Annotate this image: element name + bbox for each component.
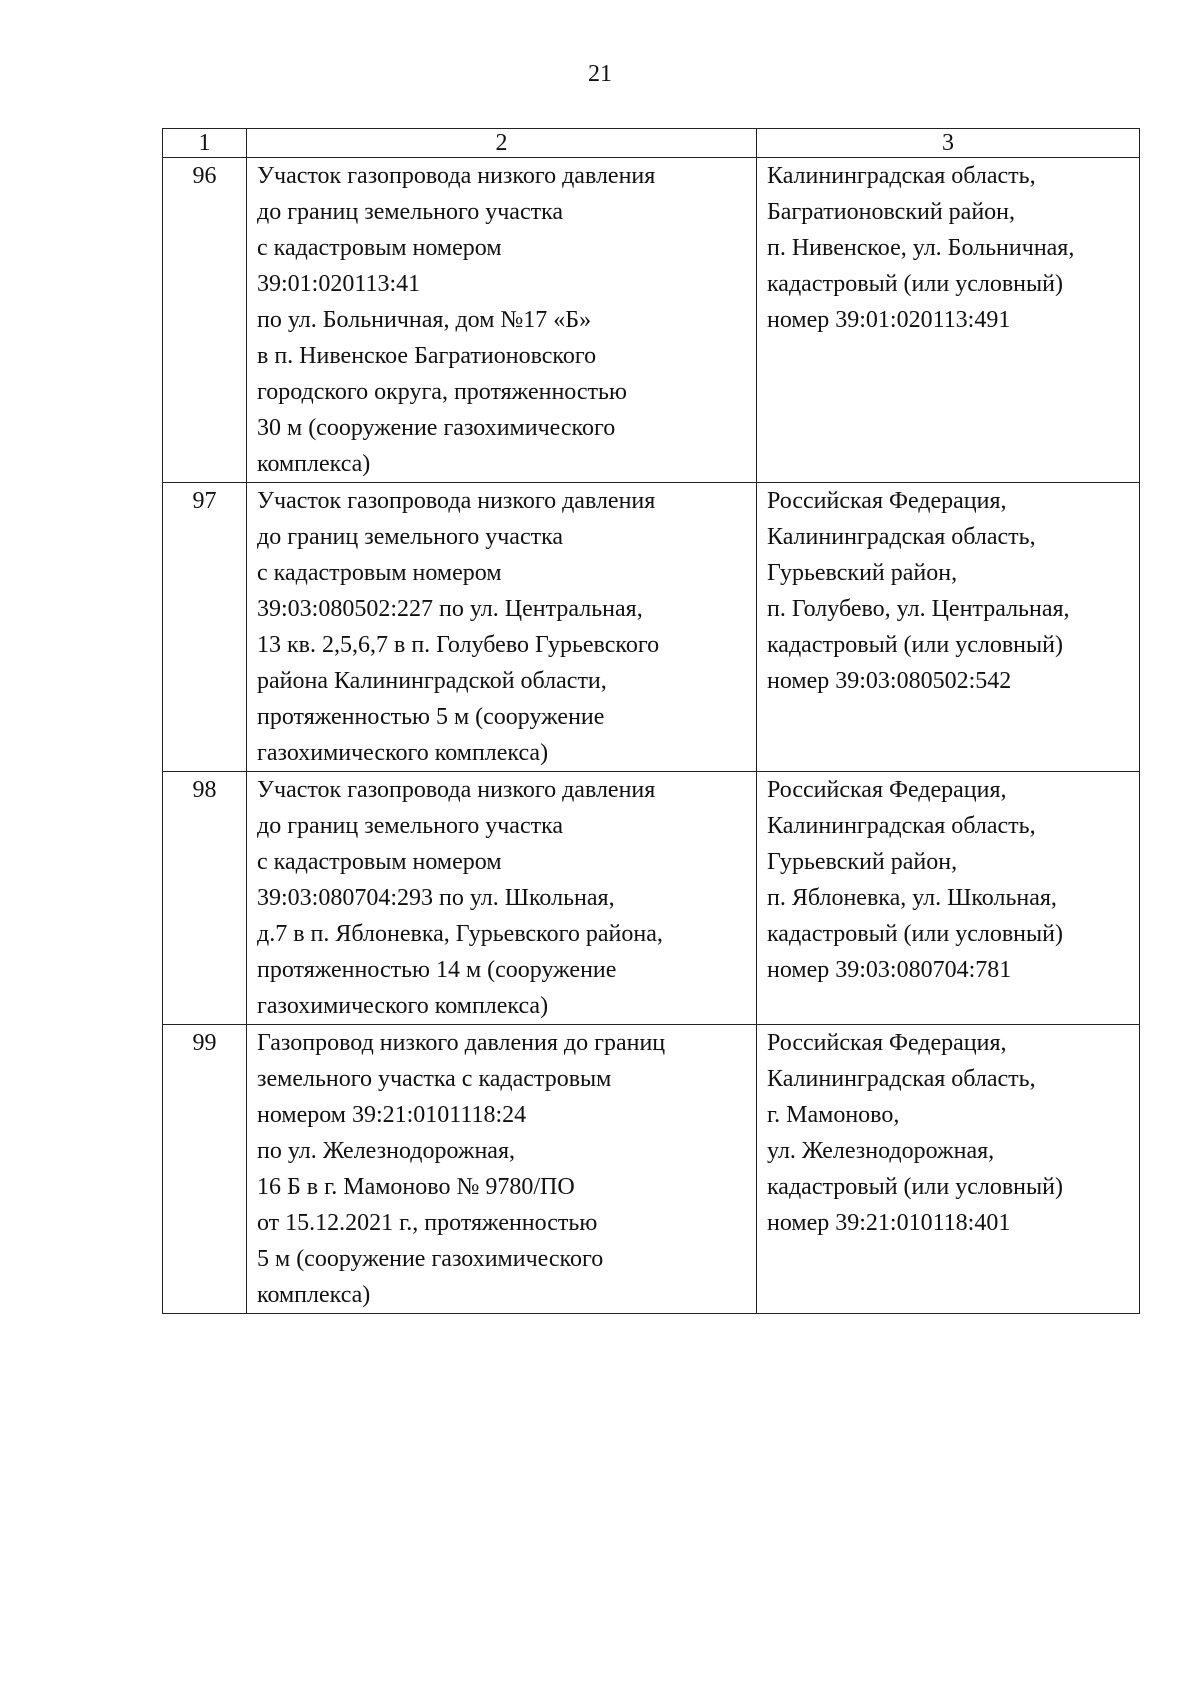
location-line: Российская Федерация,	[767, 777, 1007, 803]
description-line: 13 кв. 2,5,6,7 в п. Голубево Гурьевского	[257, 632, 660, 658]
location-line: кадастровый (или условный)	[767, 632, 1063, 658]
column-header-2: 2	[247, 129, 757, 158]
location-line: номер 39:03:080502:542	[767, 668, 1012, 694]
location-line: г. Мамоново,	[767, 1102, 900, 1128]
row-number: 96	[163, 158, 247, 483]
description-line: по ул. Железнодорожная,	[257, 1138, 515, 1164]
description-line: д.7 в п. Яблоневка, Гурьевского района,	[257, 921, 663, 947]
location-line: п. Голубево, ул. Центральная,	[767, 596, 1070, 622]
object-description	[247, 1025, 757, 1314]
description-line: комплекса)	[257, 1282, 371, 1308]
description-line: по ул. Больничная, дом №17 «Б»	[257, 307, 592, 333]
description-line: от 15.12.2021 г., протяженностью	[257, 1210, 598, 1236]
table-row	[163, 483, 1140, 772]
description-line: протяженностью 14 м (сооружение	[257, 957, 617, 983]
description-line: земельного участка с кадастровым	[257, 1066, 612, 1092]
location-line: кадастровый (или условный)	[767, 921, 1063, 947]
column-header-1: 1	[163, 129, 247, 158]
table-row	[163, 1025, 1140, 1314]
location-line: ул. Железнодорожная,	[767, 1138, 995, 1164]
table-body	[163, 158, 1140, 1314]
description-line: 5 м (сооружение газохимического	[257, 1246, 604, 1272]
description-line: газохимического комплекса)	[257, 993, 549, 1019]
location-line: Калининградская область,	[767, 813, 1036, 839]
location-line: Гурьевский район,	[767, 849, 958, 875]
page-number: 21	[588, 61, 612, 87]
description-line: до границ земельного участка	[257, 199, 564, 225]
location-line: Калининградская область,	[767, 1066, 1036, 1092]
description-line: с кадастровым номером	[257, 560, 502, 586]
description-line: 39:03:080704:293 по ул. Школьная,	[257, 885, 615, 911]
registry-table	[162, 128, 1140, 1314]
location-line: номер 39:21:010118:401	[767, 1210, 1011, 1236]
description-line: 16 Б в г. Мамоново № 9780/ПО	[257, 1174, 575, 1200]
description-line: Газопровод низкого давления до границ	[257, 1030, 666, 1056]
description-line: района Калининградской области,	[257, 668, 607, 694]
description-line: комплекса)	[257, 451, 371, 477]
description-line: городского округа, протяженностью	[257, 379, 627, 405]
location-line: Калининградская область,	[767, 524, 1036, 550]
row-number: 97	[163, 483, 247, 772]
table-row	[163, 158, 1140, 483]
description-line: 30 м (сооружение газохимического	[257, 415, 616, 441]
object-location	[757, 158, 1140, 483]
description-line: с кадастровым номером	[257, 849, 502, 875]
description-line: Участок газопровода низкого давления	[257, 777, 656, 803]
description-line: газохимического комплекса)	[257, 740, 549, 766]
object-description	[247, 483, 757, 772]
table-row	[163, 772, 1140, 1025]
object-location	[757, 1025, 1140, 1314]
object-description	[247, 158, 757, 483]
location-line: номер 39:01:020113:491	[767, 307, 1011, 333]
column-header-3: 3	[757, 129, 1140, 158]
object-location	[757, 772, 1140, 1025]
location-line: Российская Федерация,	[767, 1030, 1007, 1056]
description-line: Участок газопровода низкого давления	[257, 488, 656, 514]
location-line: Багратионовский район,	[767, 199, 1016, 225]
description-line: до границ земельного участка	[257, 524, 564, 550]
row-number: 98	[163, 772, 247, 1025]
location-line: кадастровый (или условный)	[767, 271, 1063, 297]
description-line: до границ земельного участка	[257, 813, 564, 839]
description-line: 39:03:080502:227 по ул. Центральная,	[257, 596, 643, 622]
description-line: с кадастровым номером	[257, 235, 502, 261]
header-row	[163, 129, 1140, 158]
location-line: номер 39:03:080704:781	[767, 957, 1012, 983]
description-line: протяженностью 5 м (сооружение	[257, 704, 605, 730]
description-line: в п. Нивенское Багратионовского	[257, 343, 597, 369]
location-line: Калининградская область,	[767, 163, 1036, 189]
object-location	[757, 483, 1140, 772]
location-line: п. Яблоневка, ул. Школьная,	[767, 885, 1057, 911]
description-line: номером 39:21:0101118:24	[257, 1102, 527, 1128]
location-line: Гурьевский район,	[767, 560, 958, 586]
location-line: Российская Федерация,	[767, 488, 1007, 514]
object-description	[247, 772, 757, 1025]
table-header	[163, 129, 1140, 158]
description-line: 39:01:020113:41	[257, 271, 421, 297]
location-line: кадастровый (или условный)	[767, 1174, 1063, 1200]
location-line: п. Нивенское, ул. Больничная,	[767, 235, 1075, 261]
description-line: Участок газопровода низкого давления	[257, 163, 656, 189]
row-number: 99	[163, 1025, 247, 1314]
